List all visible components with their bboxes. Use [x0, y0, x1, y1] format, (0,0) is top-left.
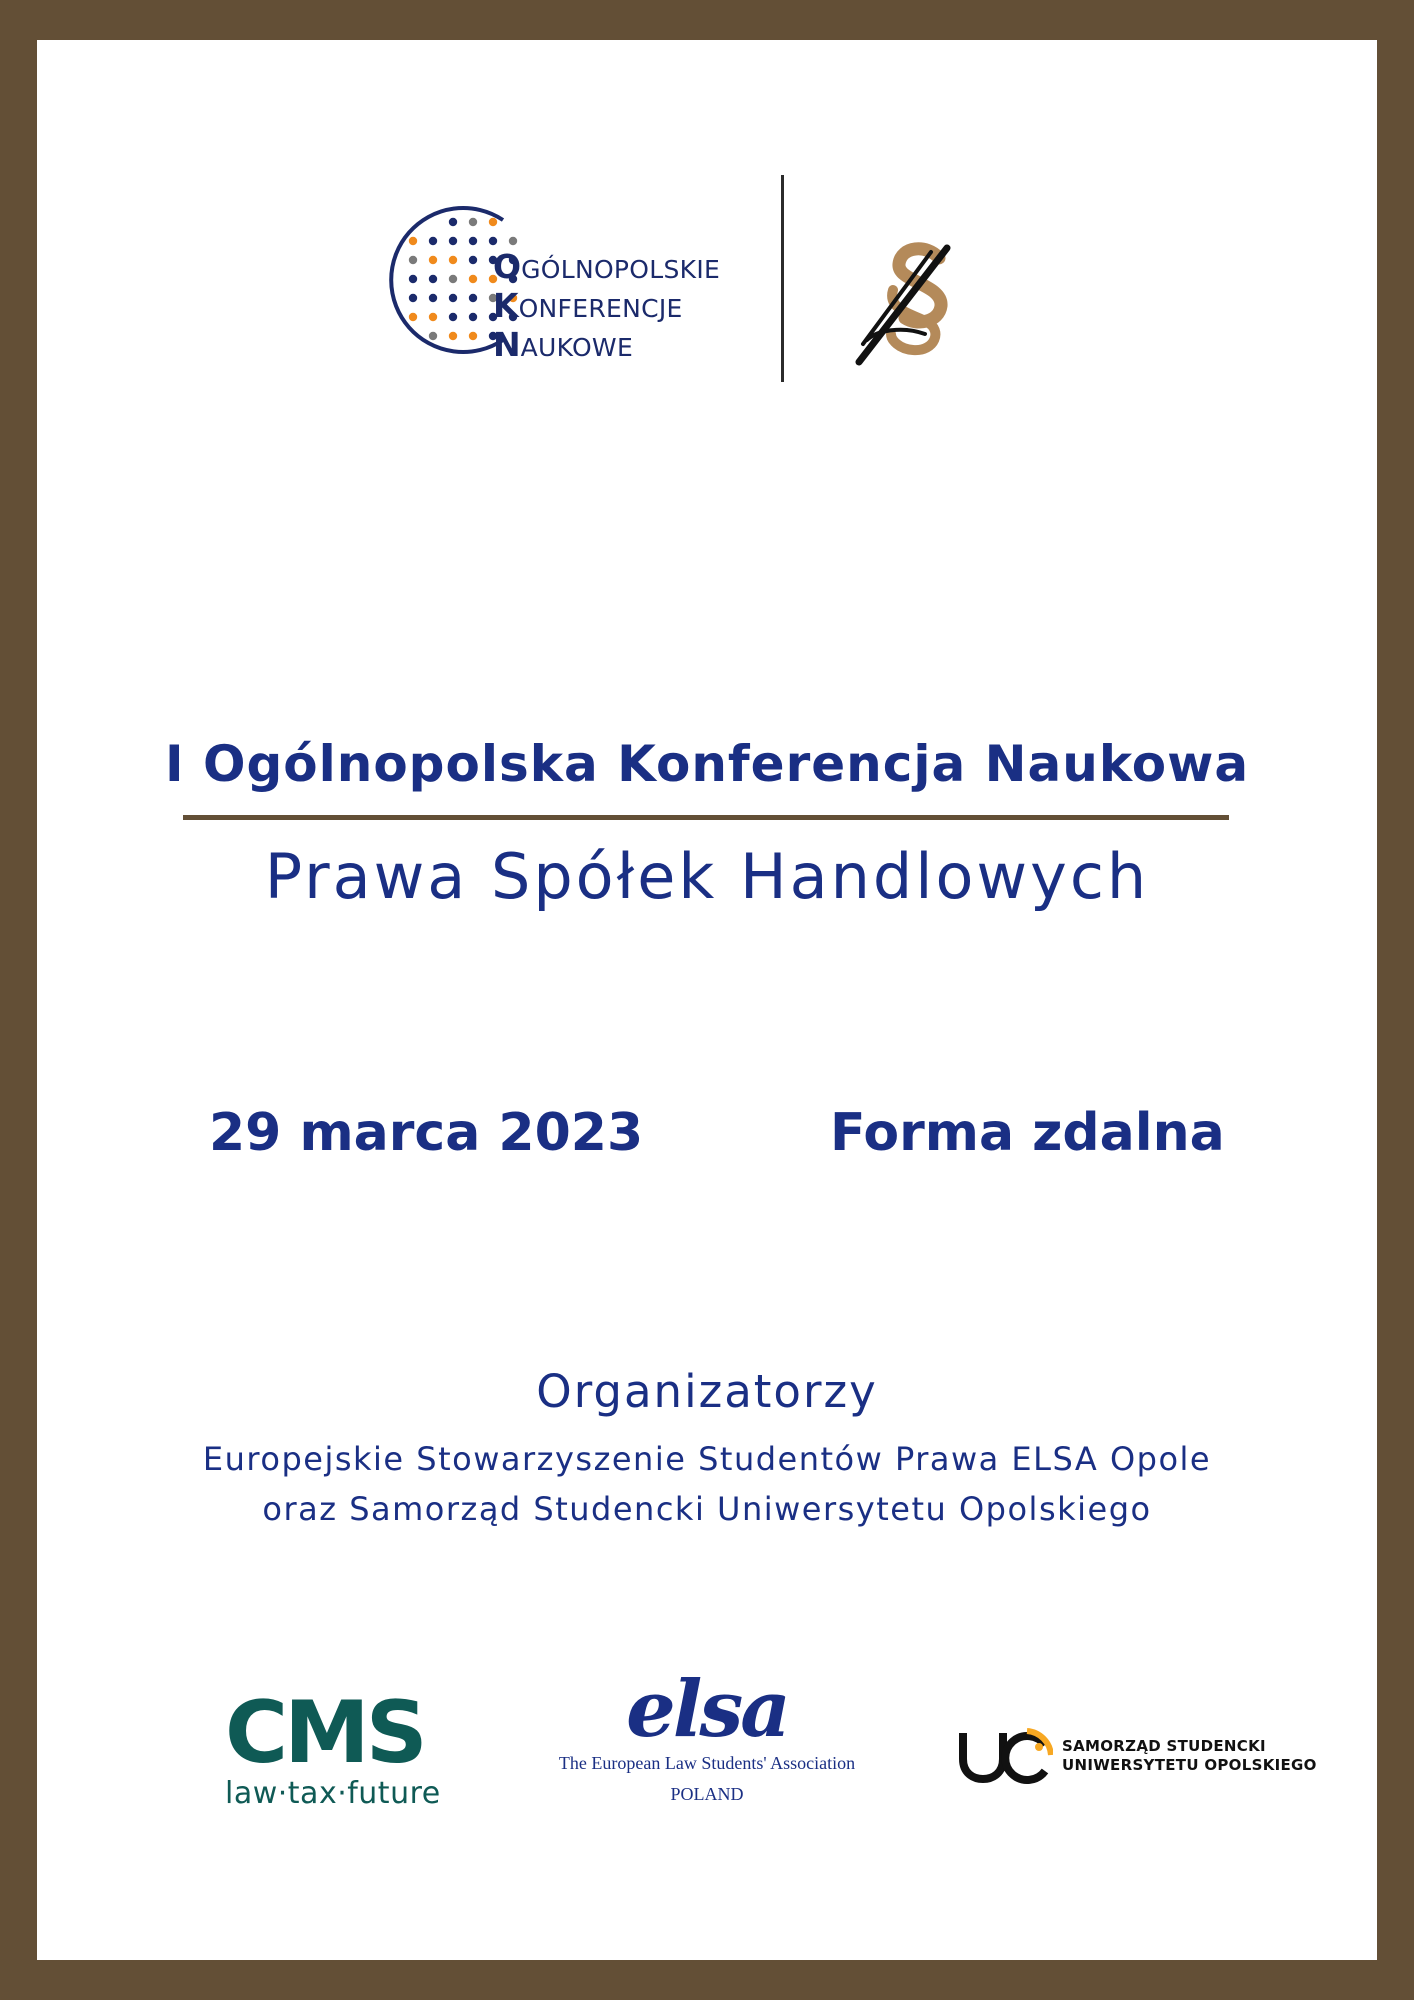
- logo-dot: [509, 237, 517, 245]
- samorzad-logo: [957, 1725, 1317, 1785]
- logo-dot: [469, 218, 477, 226]
- logo-dot: [409, 237, 417, 245]
- logo-dot: [449, 256, 457, 264]
- cms-mark: CMS: [225, 1683, 424, 1783]
- okn-wordmark: [493, 247, 721, 367]
- logo-dot: [469, 294, 477, 302]
- cms-tagline: law·tax·future: [225, 1776, 441, 1811]
- logo-dot: [469, 256, 477, 264]
- logo-dot: [429, 237, 437, 245]
- conference-title: I Ogólnopolska Konferencja Naukowa: [164, 735, 1250, 793]
- okn-line-3: NAUKOWE: [493, 325, 634, 364]
- organizers-line-2: oraz Samorząd Studencki Uniwersytetu Opolskiego: [262, 1490, 1152, 1528]
- logo-dot: [449, 237, 457, 245]
- logo-dot: [429, 294, 437, 302]
- title-divider: [183, 815, 1229, 820]
- conference-subject: Prawa Spółek Handlowych: [264, 840, 1150, 913]
- logo-dot: [469, 275, 477, 283]
- samorzad-wordmark: [1062, 1737, 1317, 1775]
- logo-dot: [429, 275, 437, 283]
- samorzad-line-1: SAMORZĄD STUDENCKI: [1062, 1737, 1266, 1755]
- samorzad-line-2: UNIWERSYTETU OPOLSKIEGO: [1062, 1756, 1317, 1774]
- okn-logo: [385, 200, 805, 400]
- elsa-country: POLAND: [670, 1784, 744, 1804]
- elsa-mark: elsa: [626, 1664, 788, 1755]
- poster-page: [37, 40, 1377, 1960]
- section-sign-logo-icon: [847, 230, 967, 380]
- logo-dot: [449, 275, 457, 283]
- organizers-line-1: Europejskie Stowarzyszenie Studentów Prawa ELSA Opole: [202, 1440, 1212, 1478]
- event-mode: Forma zdalna: [830, 1103, 1225, 1163]
- header-divider: [781, 175, 784, 382]
- logo-dot: [409, 294, 417, 302]
- okn-line-2: KONFERENCJE: [493, 286, 683, 325]
- logo-dot: [469, 313, 477, 321]
- elsa-association-name: The European Law Students' Association: [558, 1753, 856, 1773]
- logo-dot: [489, 218, 497, 226]
- logo-dot: [449, 218, 457, 226]
- logo-dot: [409, 256, 417, 264]
- logo-dot: [469, 237, 477, 245]
- organizers-heading: Organizatorzy: [536, 1365, 878, 1418]
- logo-dot: [409, 275, 417, 283]
- cms-logo: [225, 1683, 441, 1811]
- logo-dot: [429, 332, 437, 340]
- logo-dot: [409, 313, 417, 321]
- uo-monogram-icon: [957, 1725, 1053, 1785]
- logo-dot: [489, 237, 497, 245]
- okn-line-1: OGÓLNOPOLSKIE: [493, 247, 721, 286]
- logo-dot: [449, 332, 457, 340]
- logo-dot: [429, 313, 437, 321]
- elsa-logo: [507, 1665, 907, 1805]
- logo-dot: [449, 294, 457, 302]
- logo-dot: [449, 313, 457, 321]
- event-date: 29 marca 2023: [209, 1103, 644, 1163]
- logo-dot: [469, 332, 477, 340]
- logo-dot: [429, 256, 437, 264]
